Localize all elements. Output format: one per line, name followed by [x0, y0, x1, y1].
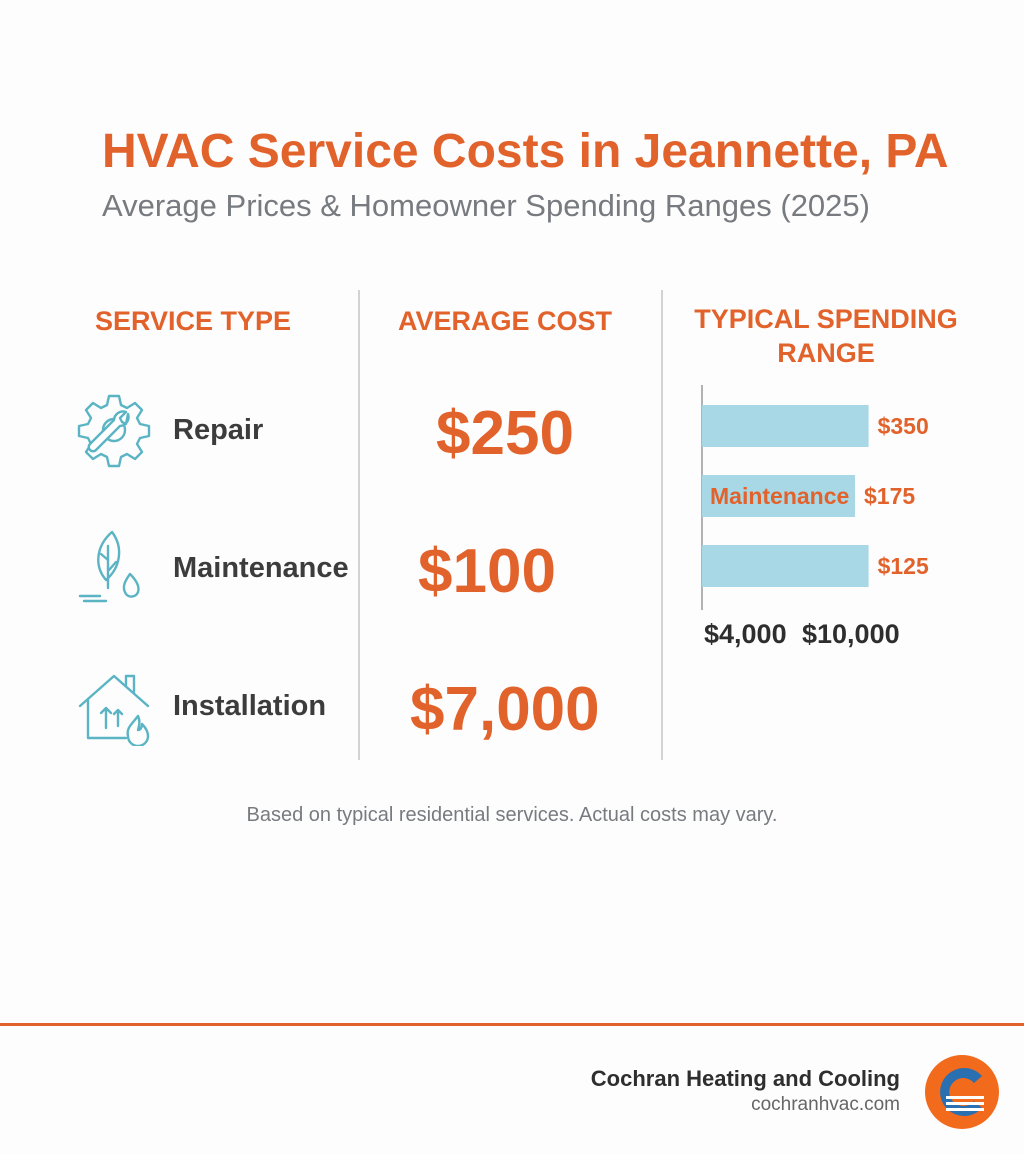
company-logo: [924, 1054, 1000, 1130]
page-subtitle: Average Prices & Homeowner Spending Ranges (2025): [102, 188, 870, 223]
column-header-service-type: SERVICE TYPE: [94, 306, 292, 336]
company-info: [591, 1066, 900, 1116]
service-label-installation: Installation: [173, 690, 327, 722]
chart-x-tick-label: $4,000: [704, 619, 787, 649]
chart-bar-value-label: $175: [864, 483, 916, 509]
disclaimer-note: Based on typical residential services. Actual costs may vary.: [246, 804, 778, 826]
chart-bar: [702, 405, 869, 447]
column-header-spending-range: [690, 302, 962, 370]
chart-bar-value-label: $350: [877, 413, 929, 439]
average-cost-installation: $7,000: [410, 675, 600, 744]
column-header-spending-range-line2: RANGE: [777, 338, 875, 368]
chart-bar: [702, 545, 869, 587]
chart-bar-category-label: Maintenance: [710, 483, 850, 509]
column-divider-left: [358, 290, 360, 760]
leaf-drop-icon: [76, 528, 152, 604]
column-header-spending-range-line1: TYPICAL SPENDING: [694, 304, 958, 334]
company-website[interactable]: cochranhvac.com: [751, 1094, 900, 1115]
page-title: HVAC Service Costs in Jeannette, PA: [102, 125, 949, 178]
average-cost-repair: $250: [436, 399, 574, 468]
chart-x-tick-label: $10,000: [802, 619, 900, 649]
company-name: Cochran Heating and Cooling: [590, 1066, 900, 1091]
chart-bar-value-label: $125: [877, 553, 929, 579]
wrench-gear-icon: [76, 392, 152, 468]
house-flame-icon: [76, 670, 152, 746]
average-cost-maintenance: $100: [418, 537, 556, 606]
column-divider-right: [661, 290, 663, 760]
service-label-repair: Repair: [173, 414, 264, 446]
footer-rule: [0, 1023, 1024, 1026]
service-label-maintenance: Maintenance: [173, 552, 349, 584]
spending-range-chart: [690, 380, 990, 660]
column-header-average-cost: AVERAGE COST: [397, 306, 613, 336]
